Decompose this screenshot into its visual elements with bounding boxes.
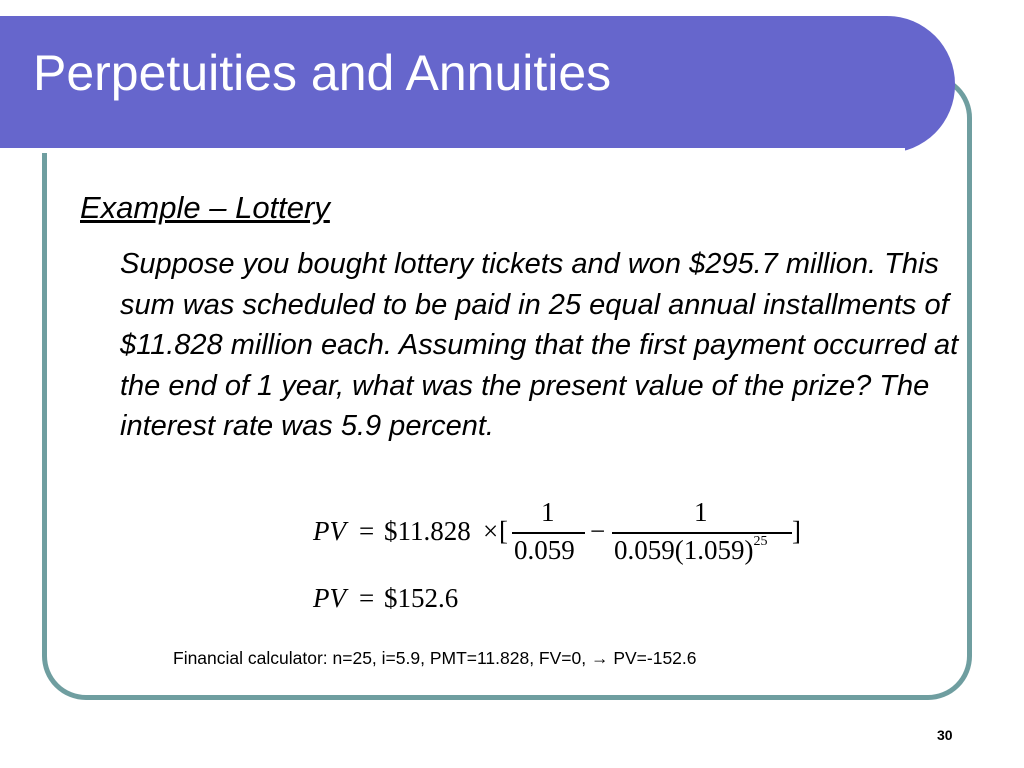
eq1-minus: −: [590, 516, 606, 546]
eq1-equals: =: [359, 516, 375, 546]
calculator-note: Financial calculator: n=25, i=5.9, PMT=11.828, FV=0, → PV=-152.6: [173, 648, 697, 668]
eq1-payment: $11.828: [384, 516, 471, 546]
eq1-fraction-bar-1: [512, 532, 585, 534]
title-underline: [0, 148, 905, 153]
eq2-lhs: PV: [313, 583, 346, 613]
eq2-equals: =: [359, 583, 375, 613]
eq1-lhs: PV: [313, 516, 346, 546]
slide-title: Perpetuities and Annuities: [33, 45, 612, 101]
problem-statement: Suppose you bought lottery tickets and won $295.7 million. This sum was scheduled to be paid in 25 equal annual installments of $11.828 million each. Assuming that the first payment occurred at the end of 1 year, what was the present value of the prize? The interest rate was 5.9 percent.: [120, 248, 959, 443]
eq1-numerator-2: 1: [694, 497, 708, 527]
example-heading: Example – Lottery: [80, 190, 330, 225]
eq1-denominator-1: 0.059: [514, 535, 575, 565]
eq2-result: $152.6: [384, 583, 459, 613]
page-number: 30: [937, 727, 953, 743]
eq1-denominator-2: $0.059(1.059)^{25}$: [614, 534, 768, 565]
eq1-times: ×: [483, 516, 499, 546]
eq1-open-bracket: [: [499, 516, 508, 546]
eq1-close-bracket: ]: [792, 516, 801, 546]
eq1-numerator-1: 1: [541, 497, 555, 527]
